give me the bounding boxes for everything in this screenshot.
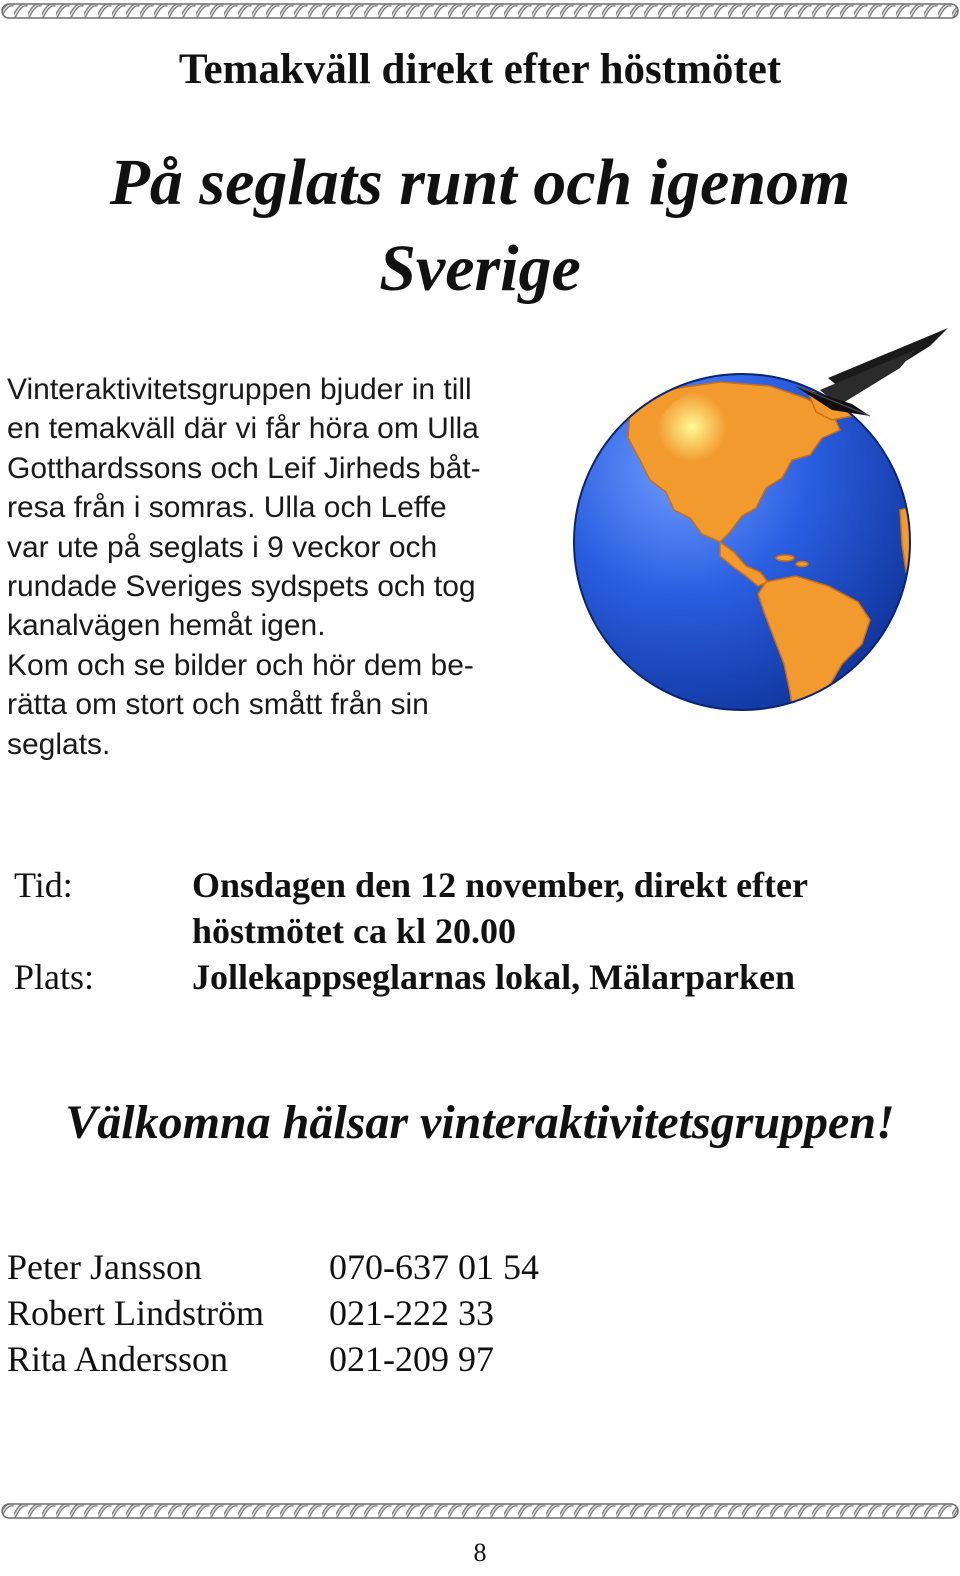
title-line-2: Sverige: [379, 232, 581, 305]
body-line: Kom och se bilder och hör dem be-: [7, 648, 474, 682]
body-line: rätta om stort och smått från sin: [7, 688, 429, 722]
contact-name: Peter Jansson: [7, 1247, 202, 1287]
globe-with-sailboat-icon: [570, 320, 955, 730]
time-label: Tid:: [14, 865, 73, 905]
contact-row: [7, 1336, 707, 1382]
body-line: kanalvägen hemåt igen.: [7, 609, 326, 643]
contact-row: [7, 1290, 707, 1336]
rope-border-top: [0, 0, 960, 22]
body-line: seglats.: [7, 727, 111, 761]
contact-phone: 021-209 97: [329, 1339, 494, 1379]
body-line: var ute på seglats i 9 veckor och: [7, 530, 438, 564]
body-line: en temakväll där vi får höra om Ulla: [7, 412, 479, 446]
time-value-line-1: Onsdagen den 12 november, direkt efter: [192, 865, 808, 905]
place-value: Jollekappseglarnas lokal, Mälarparken: [192, 957, 796, 997]
welcome-message: Välkomna hälsar vinteraktivitetsgruppen!: [65, 1096, 895, 1149]
page-title: [0, 140, 960, 312]
place-label: Plats:: [14, 957, 95, 997]
contact-list: [7, 1244, 707, 1382]
body-line: resa från i somras. Ulla och Leffe: [7, 491, 447, 525]
contact-name: Rita Andersson: [7, 1339, 228, 1379]
body-line: Gotthardssons och Leif Jirheds båt-: [7, 451, 481, 485]
body-line: rundade Sveriges sydspets och tog: [7, 570, 476, 604]
contact-phone: 021-222 33: [329, 1293, 494, 1333]
contact-row: [7, 1244, 707, 1290]
invitation-text: [7, 370, 567, 764]
event-subtitle: Temakväll direkt efter höstmötet: [178, 46, 782, 93]
contact-name: Robert Lindström: [7, 1293, 264, 1333]
title-line-1: På seglats runt och igenom: [109, 146, 851, 219]
contact-phone: 070-637 01 54: [329, 1247, 539, 1287]
time-value-line-2: höstmötet ca kl 20.00: [192, 911, 516, 951]
page-number: 8: [473, 1538, 487, 1567]
body-line: Vinteraktivitetsgruppen bjuder in till: [7, 373, 472, 406]
rope-border-bottom: [0, 1500, 960, 1522]
